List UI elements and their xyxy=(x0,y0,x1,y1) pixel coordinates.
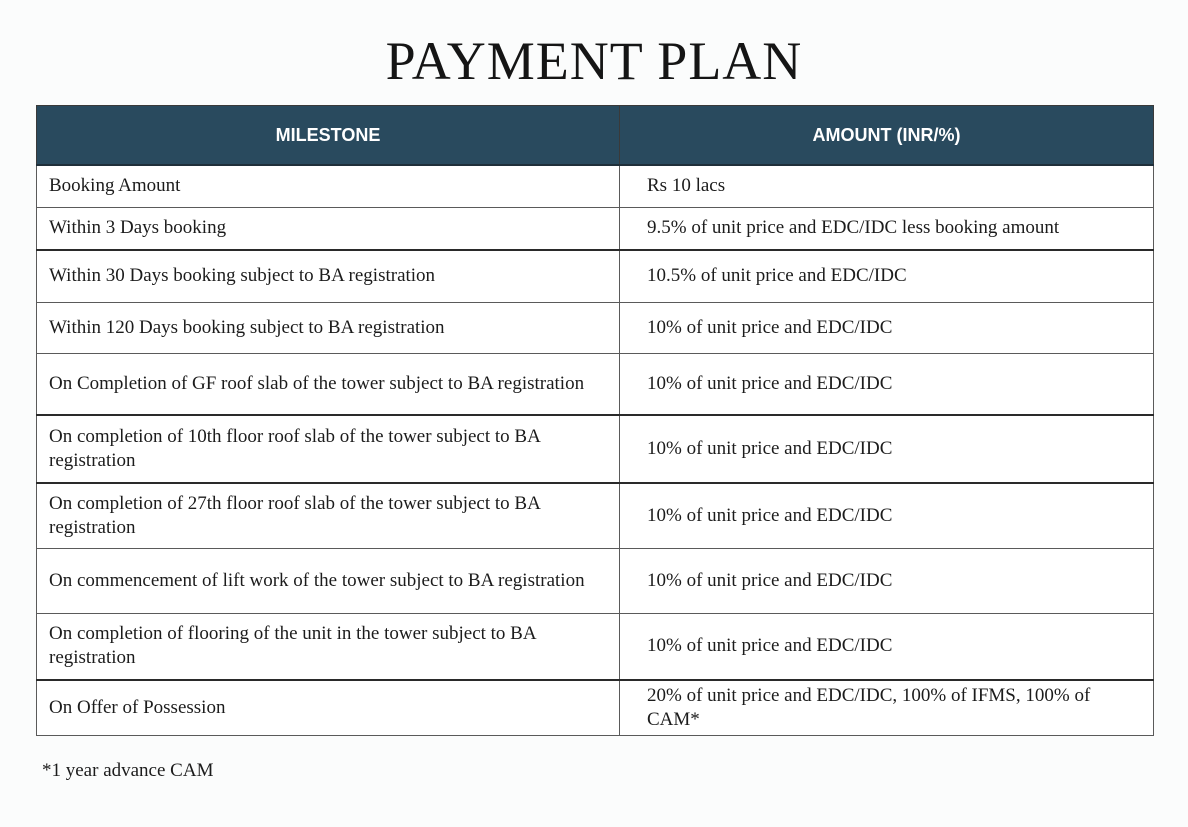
footnote: *1 year advance CAM xyxy=(42,760,214,781)
table-row xyxy=(37,353,1154,415)
amount-cell: 10% of unit price and EDC/IDC xyxy=(620,483,1154,548)
amount-cell: 10% of unit price and EDC/IDC xyxy=(620,353,1154,415)
amount-cell: 10% of unit price and EDC/IDC xyxy=(620,415,1154,483)
table-row xyxy=(37,302,1154,353)
amount-header: AMOUNT (INR/%) xyxy=(620,106,1154,166)
table-row xyxy=(37,548,1154,613)
amount-cell: 10% of unit price and EDC/IDC xyxy=(620,302,1154,353)
table-row xyxy=(37,165,1154,207)
table-row xyxy=(37,250,1154,302)
payment-plan-table xyxy=(36,105,1154,736)
milestone-header: MILESTONE xyxy=(37,106,620,166)
amount-cell: 9.5% of unit price and EDC/IDC less booking amount xyxy=(620,207,1154,250)
table-row xyxy=(37,680,1154,735)
milestone-cell: Within 30 Days booking subject to BA registration xyxy=(37,250,620,302)
table-row xyxy=(37,415,1154,483)
milestone-cell: On completion of 10th floor roof slab of the tower subject to BA registration xyxy=(37,415,620,483)
amount-cell: 10% of unit price and EDC/IDC xyxy=(620,613,1154,680)
amount-cell: Rs 10 lacs xyxy=(620,165,1154,207)
table-row xyxy=(37,207,1154,250)
milestone-cell: Within 3 Days booking xyxy=(37,207,620,250)
table-header-row xyxy=(37,106,1154,166)
amount-cell: 10% of unit price and EDC/IDC xyxy=(620,548,1154,613)
milestone-cell: On commencement of lift work of the tower subject to BA registration xyxy=(37,548,620,613)
milestone-cell: Booking Amount xyxy=(37,165,620,207)
milestone-cell: Within 120 Days booking subject to BA registration xyxy=(37,302,620,353)
milestone-cell: On completion of 27th floor roof slab of the tower subject to BA registration xyxy=(37,483,620,548)
milestone-cell: On completion of flooring of the unit in the tower subject to BA registration xyxy=(37,613,620,680)
table-row xyxy=(37,483,1154,548)
amount-cell: 10.5% of unit price and EDC/IDC xyxy=(620,250,1154,302)
amount-cell: 20% of unit price and EDC/IDC, 100% of IFMS, 100% of CAM* xyxy=(620,680,1154,735)
milestone-cell: On Offer of Possession xyxy=(37,680,620,735)
milestone-cell: On Completion of GF roof slab of the tower subject to BA registration xyxy=(37,353,620,415)
table-row xyxy=(37,613,1154,680)
page-title: PAYMENT PLAN xyxy=(385,31,803,91)
